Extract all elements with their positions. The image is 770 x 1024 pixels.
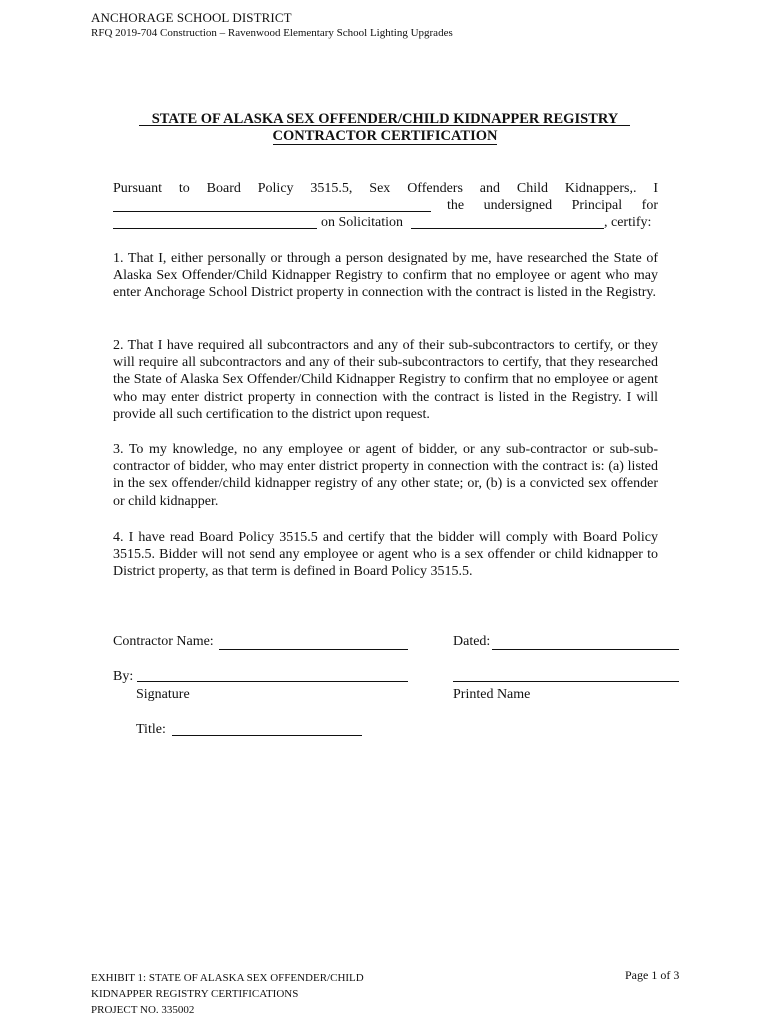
intro-solicitation-label: on Solicitation [321,215,404,230]
contractor-name-label: Contractor Name: [113,634,214,649]
printed-name-label: Printed Name [453,687,531,702]
dated-label: Dated: [453,634,491,649]
solicitation-number-field[interactable] [411,228,604,229]
intro-line-2: the undersigned Principal for [447,198,658,213]
form-subtitle [80,127,690,145]
title-underline [139,125,630,126]
district-header: ANCHORAGE SCHOOL DISTRICT [91,10,292,25]
dated-field[interactable] [492,649,679,650]
certification-item-4: 4. I have read Board Policy 3515.5 and certify that the bidder will comply with Board Policy 3515.5. Bidder will not send any employee or agent who is a sex offender or child kidnapper to District property, as that term is defined in Board Policy 3515.5. [113,530,658,580]
rfq-header: RFQ 2019-704 Construction – Ravenwood Elementary School Lighting Upgrades [91,27,453,39]
title-label: Title: [136,722,166,737]
footer-line-1: EXHIBIT 1: STATE OF ALASKA SEX OFFENDER/CHILD [91,972,364,984]
form-subtitle-text: CONTRACTOR CERTIFICATION [272,128,498,144]
intro-certify-label: , certify: [604,215,652,230]
certification-item-2: 2. That I have required all subcontractors and any of their sub-subcontractors to certify, or they will require all subcontractors and any of their sub-subcontractors to certify, that they researched the State of Alaska Sex Offender/Child Kidnapper Registry to confirm that no employee or agent who may enter district property in connection with the contract is listed in the Registry. I will provide all such certification to the district upon request. [113,338,658,422]
page-number: Page 1 of 3 [625,968,680,982]
company-field[interactable] [113,228,317,229]
title-field[interactable] [172,735,362,736]
certification-item-1: 1. That I, either personally or through a person designated by me, have researched the State of Alaska Sex Offender/Child Kidnapper Registry to confirm that no employee or agent who may enter Anchorage School District property in connection with the contract is listed in the Registry. [113,251,658,301]
intro-line-1: Pursuant to Board Policy 3515.5, Sex Offenders and Child Kidnappers,. I [113,181,658,196]
footer-line-3: PROJECT NO. 335002 [91,1004,195,1016]
footer-line-2: KIDNAPPER REGISTRY CERTIFICATIONS [91,988,299,1000]
certification-item-3: 3. To my knowledge, no any employee or agent of bidder, or any sub-contractor or sub-sub-contractor of bidder, who may enter district property in connection with the contract is: (a) listed in the sex offender/child kidnapper registry of any other state; or, (b) is a convicted sex offender or child kidnapper. [113,442,658,509]
signature-label: Signature [136,687,190,702]
contractor-name-field[interactable] [219,649,408,650]
form-title: STATE OF ALASKA SEX OFFENDER/CHILD KIDNAPPER REGISTRY [151,111,619,127]
signature-field[interactable] [137,681,408,682]
principal-name-field[interactable] [113,211,431,212]
by-label: By: [113,669,134,684]
exhibit-footer [91,970,364,1018]
printed-name-field[interactable] [453,681,679,682]
